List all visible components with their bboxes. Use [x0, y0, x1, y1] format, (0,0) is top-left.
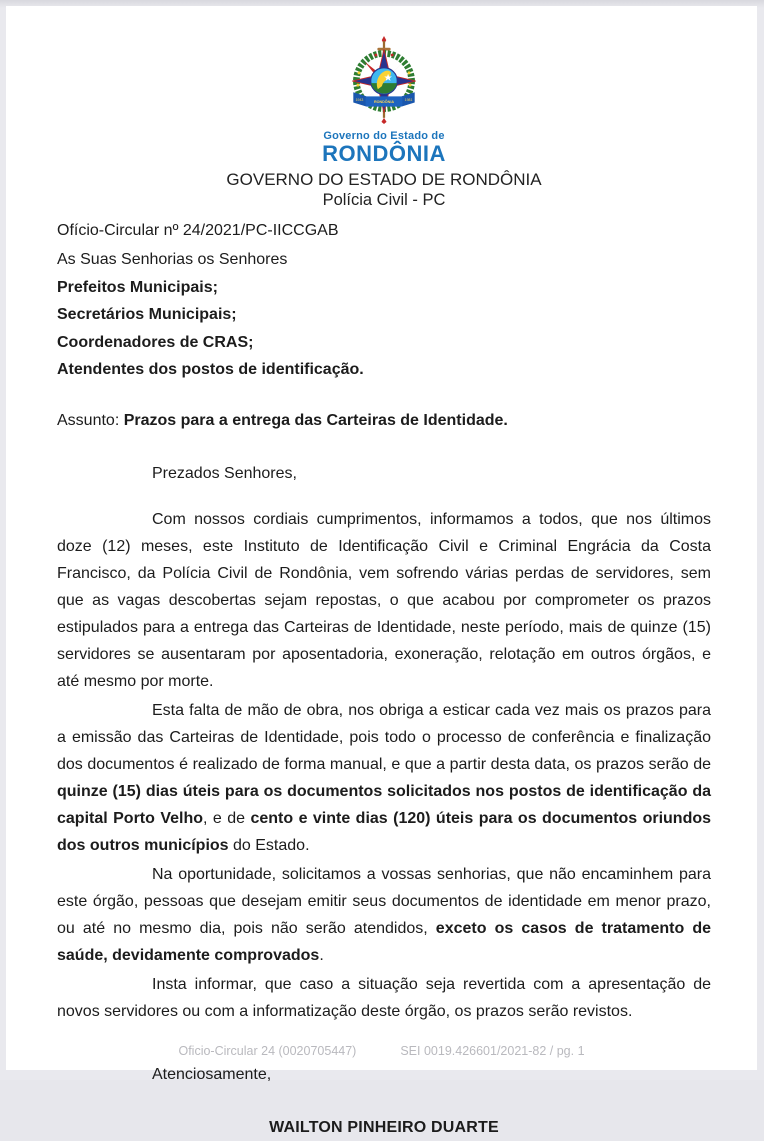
- emblem-ribbon-year-right: 1981: [404, 98, 413, 103]
- emblem-ribbon-name: RONDÔNIA: [374, 99, 394, 104]
- document-reference: Ofício-Circular nº 24/2021/PC-IICCGAB: [57, 222, 339, 239]
- body-paragraph: Com nossos cordiais cumprimentos, informamos a todos, que nos últimos doze (12) meses, este Instituto de Identificação Civil e Criminal Engrácia da Costa Francisco, da Polícia Civil de Rondônia, vem sofrendo várias perdas de servidores, sem que as vagas descobertas sejam repostas, o que acabou por comprometer os prazos estipulados para a entrega das Carteiras de Identidade, neste período, mais de quinze (15) servidores se ausentaram por aposentadoria, exoneração, relotação em outros órgãos, e até mesmo por morte.: [57, 510, 711, 690]
- recipient-line: Prefeitos Municipais;: [57, 278, 218, 296]
- emblem-ribbon-year-left: 1943: [355, 98, 364, 103]
- rondonia-coat-of-arms-icon: [339, 36, 429, 124]
- subject-text: Prazos para a entrega das Carteiras de Identidade.: [123, 411, 508, 429]
- recipient-line: Atendentes dos postos de identificação.: [57, 361, 364, 378]
- subject-label: Assunto:: [57, 411, 124, 429]
- page-footer: [6, 1044, 757, 1058]
- body-paragraph: Na oportunidade, solicitamos a vossas senhorias, que não encaminhem para este órgão, pessoas que desejam emitir seus documentos de identidade em menor prazo, ou até no mesmo dia, pois não serão atendidos, exceto os casos de tratamento de saúde, devidamente comprovados.: [57, 865, 712, 964]
- letterhead: [57, 36, 711, 210]
- footer-doc-id: Oficio-Circular 24 (0020705447): [178, 1044, 357, 1058]
- logo-text-small: Governo do Estado de: [323, 130, 445, 142]
- salutation: Prezados Senhores,: [152, 464, 297, 482]
- logo-text-large: RONDÔNIA: [322, 141, 446, 166]
- body-paragraph: Esta falta de mão de obra, nos obriga a esticar cada vez mais os prazos para a emissão das Carteiras de Identidade, pois todo o processo de conferência e finalização dos documentos é realizado de forma manual, e que a partir desta data, os prazos serão de quinze (15) dias úteis para os documentos solicitados nos postos de identificação da capital Porto Velho, e de cento e vinte dias (120) úteis para os documentos oriundos dos outros municípios do Estado.: [57, 701, 712, 854]
- recipient-line: Secretários Municipais;: [57, 306, 237, 323]
- org-name: GOVERNO DO ESTADO DE RONDÔNIA: [226, 170, 542, 189]
- signature-name: WAILTON PINHEIRO DUARTE: [269, 1118, 499, 1136]
- letter-page: [6, 6, 757, 1136]
- letter-body: [57, 217, 711, 1141]
- recipients-intro: As Suas Senhorias os Senhores: [57, 251, 288, 268]
- recipient-line: Coordenadores de CRAS;: [57, 333, 254, 351]
- recipients-block: [57, 246, 711, 384]
- body-paragraph: Insta informar, que caso a situação seja revertida com a apresentação de novos servidores ou com a informatização deste órgão, os prazos serão revistos.: [57, 975, 711, 1020]
- closing: Atenciosamente,: [152, 1065, 272, 1083]
- footer-sei-ref: SEI 0019.426601/2021-82 / pg. 1: [400, 1044, 585, 1058]
- dept-name: Polícia Civil - PC: [322, 191, 446, 209]
- subject-line: [57, 407, 711, 434]
